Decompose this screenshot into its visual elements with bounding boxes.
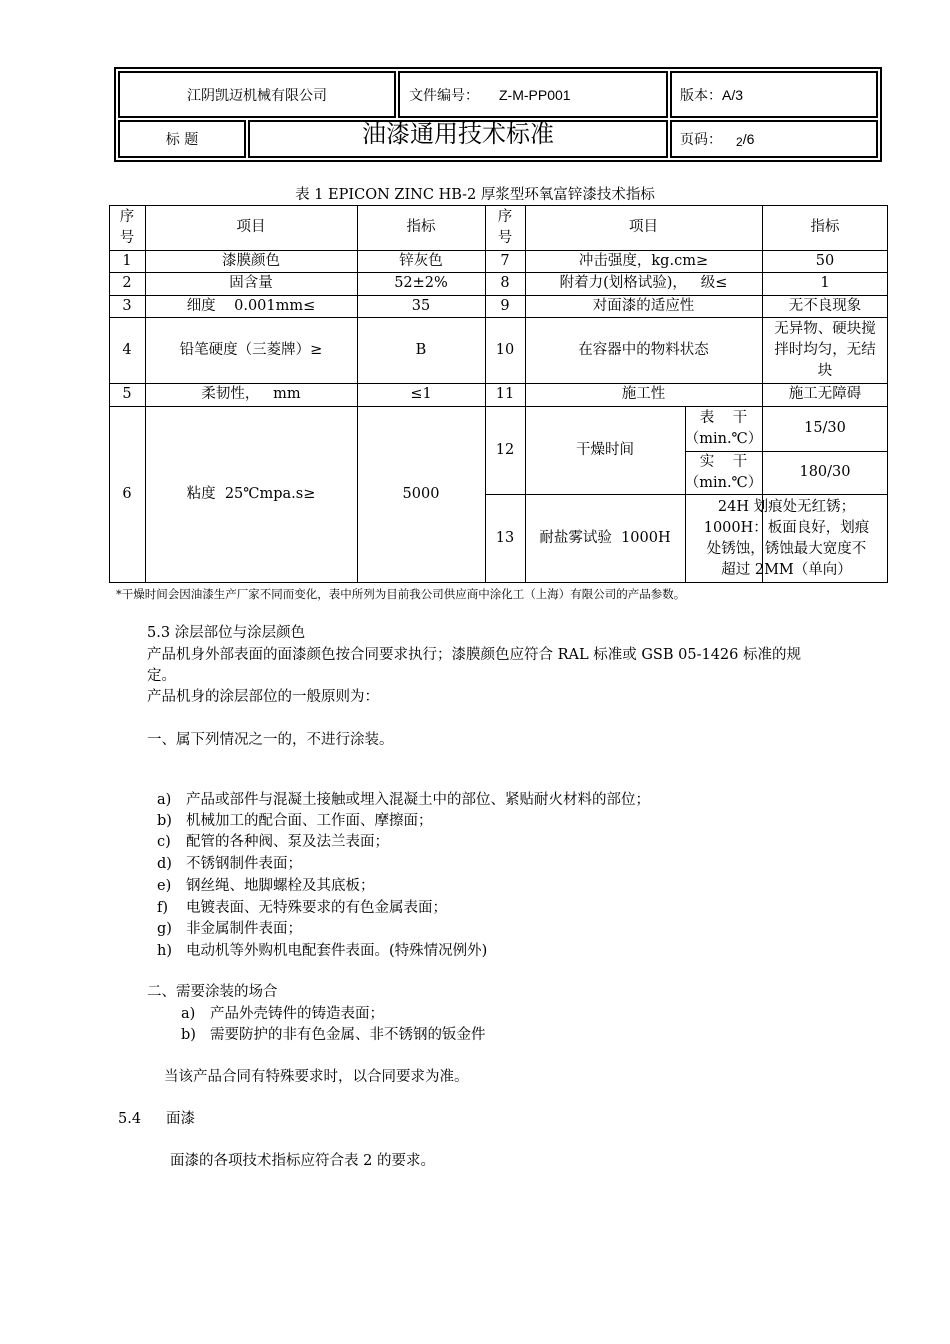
paragraph: 定。 bbox=[147, 668, 176, 684]
list-item-text: 非金属制件表面； bbox=[186, 921, 302, 937]
list-item: b) bbox=[157, 813, 172, 829]
company-name: 江阴凯迈机械有限公司 bbox=[187, 86, 327, 103]
table-cell: 2 bbox=[122, 275, 132, 291]
table1-caption: 表 1 EPICON ZINC HB-2 厚浆型环氧富锌漆技术指标 bbox=[295, 187, 655, 203]
page-total: /6 bbox=[742, 131, 755, 147]
section-5-4-text: 面漆的各项技术指标应符合表 2 的要求。 bbox=[170, 1153, 435, 1169]
table-cell: 1 bbox=[820, 275, 830, 291]
table-cell: 24H 划痕处无红锈； 1000H：板面良好，划痕 处锈蚀，锈蚀最大宽度不 超过 2MM（单向） bbox=[703, 498, 870, 578]
list-item: b) bbox=[181, 1027, 196, 1043]
table-cell: 施工性 bbox=[621, 386, 666, 402]
list-item-text: 不锈钢制件表面； bbox=[186, 856, 302, 872]
list-item-text: 电镀表面、无特殊要求的有色金属表面； bbox=[186, 900, 447, 916]
table-cell: 180/30 bbox=[799, 464, 851, 480]
doc-number-cell bbox=[398, 71, 668, 118]
table1-footnote: *干燥时间会因油漆生产厂家不同而变化，表中所列为目前我公司供应商中涂化工（上海）有限公司的产品参数。 bbox=[116, 587, 686, 601]
table-cell: 9 bbox=[500, 297, 510, 314]
document-title: 油漆通用技术标准 bbox=[362, 120, 554, 148]
doc-number: Z-M-PP001 bbox=[499, 86, 571, 103]
title-label-cell bbox=[118, 120, 246, 158]
part1-title: 一、属下列情况之一的，不进行涂装。 bbox=[147, 732, 394, 748]
table-cell: 冲击强度，kg.cm≥ bbox=[578, 252, 709, 269]
table-cell: 细度 0.001mm≤ bbox=[186, 297, 316, 314]
list-item-text: 产品外壳铸件的铸造表面； bbox=[210, 1006, 384, 1022]
doc-number-label: 文件编号： bbox=[409, 86, 479, 103]
table-cell: 固含量 bbox=[229, 275, 273, 291]
section-5-4-title: 面漆 bbox=[166, 1111, 195, 1127]
table-cell: 在容器中的物料状态 bbox=[578, 341, 709, 358]
title-label: 标 题 bbox=[165, 132, 199, 148]
th-no-right: 序 号 bbox=[497, 208, 513, 246]
company-name-cell bbox=[118, 71, 396, 118]
part2-title: 二、需要涂装的场合 bbox=[147, 984, 278, 1000]
table-cell: ≤1 bbox=[410, 386, 432, 402]
paragraph: 产品机身外部表面的面漆颜色按合同要求执行；漆膜颜色应符合 RAL 标准或 GSB 05-1426 标准的规 bbox=[147, 647, 801, 663]
list-item-text: 机械加工的配合面、工作面、摩擦面； bbox=[186, 813, 433, 829]
table-cell: 无不良现象 bbox=[788, 297, 862, 314]
table-cell: 1 bbox=[122, 252, 132, 269]
table-cell: 实 干 （min.℃） bbox=[684, 453, 763, 491]
section-5-4-number: 5.4 bbox=[118, 1111, 142, 1127]
list-item-text: 钢丝绳、地脚螺栓及其底板； bbox=[186, 878, 375, 894]
table-cell: 柔韧性， mm bbox=[201, 386, 301, 402]
table-cell: 11 bbox=[495, 386, 515, 402]
section-5-3-title: 5.3 涂层部位与涂层颜色 bbox=[147, 625, 306, 641]
table-cell: 表 干 （min.℃） bbox=[684, 409, 763, 447]
table-cell: 锌灰色 bbox=[399, 252, 443, 269]
page-label: 页码： bbox=[680, 131, 722, 147]
paragraph: 产品机身的涂层部位的一般原则为： bbox=[147, 689, 379, 705]
list-item: g) bbox=[157, 921, 172, 937]
table-cell: 13 bbox=[495, 530, 515, 546]
table-cell: 4 bbox=[122, 341, 132, 358]
list-item: c) bbox=[157, 834, 171, 850]
th-spec-right: 指标 bbox=[810, 219, 840, 235]
table-cell: 3 bbox=[122, 297, 132, 314]
list-item-text: 产品或部件与混凝土接触或埋入混凝土中的部位、紧贴耐火材料的部位； bbox=[186, 792, 650, 808]
table-cell: 8 bbox=[500, 275, 510, 291]
list-item: d) bbox=[157, 856, 172, 872]
list-item-text: 需要防护的非有色金属、非不锈钢的钣金件 bbox=[210, 1027, 486, 1043]
table-cell: 35 bbox=[411, 297, 431, 314]
table-cell: 铅笔硬度（三菱牌）≥ bbox=[179, 341, 323, 358]
table-cell: 漆膜颜色 bbox=[222, 252, 280, 269]
table-cell: 附着力(划格试验)， 级≤ bbox=[559, 275, 728, 291]
table-cell: 干燥时间 bbox=[576, 441, 634, 458]
table-cell: 15/30 bbox=[804, 420, 846, 436]
th-spec-left: 指标 bbox=[406, 219, 436, 235]
version-text: 版本：A/3 bbox=[680, 86, 744, 103]
list-item: h) bbox=[157, 943, 172, 959]
table-cell: 耐盐雾试验 1000H bbox=[539, 530, 671, 546]
list-item-text: 电动机等外购机电配套件表面。(特殊情况例外) bbox=[186, 943, 488, 959]
list-item-text: 配管的各种阀、泵及法兰表面； bbox=[186, 834, 389, 850]
th-item-left: 项目 bbox=[236, 219, 266, 235]
list-item: a) bbox=[157, 792, 172, 808]
version-cell bbox=[670, 71, 878, 118]
list-item: f) bbox=[157, 900, 169, 916]
table-cell: 施工无障碍 bbox=[788, 386, 862, 402]
table-cell: 5 bbox=[122, 386, 132, 402]
list-item: e) bbox=[157, 878, 172, 894]
th-item-right: 项目 bbox=[629, 219, 658, 235]
table-cell: 7 bbox=[500, 252, 510, 269]
table-cell: 对面漆的适应性 bbox=[592, 297, 695, 314]
contract-note: 当该产品合同有特殊要求时，以合同要求为准。 bbox=[164, 1069, 469, 1085]
table-cell: 12 bbox=[495, 441, 515, 458]
table-cell: 粘度 25℃mpa.s≥ bbox=[186, 486, 316, 502]
table-cell: B bbox=[415, 341, 427, 358]
table-cell: 10 bbox=[495, 341, 515, 358]
list-item: a) bbox=[181, 1006, 196, 1022]
page-number: 2 bbox=[736, 135, 743, 149]
table-cell: 5000 bbox=[402, 486, 440, 502]
table-cell: 52±2% bbox=[394, 275, 448, 291]
page-cell bbox=[670, 120, 878, 158]
table-cell: 50 bbox=[815, 252, 835, 269]
th-no-left: 序 号 bbox=[119, 208, 135, 246]
title-cell bbox=[248, 120, 668, 158]
table-cell: 6 bbox=[122, 486, 132, 502]
table-cell: 无异物、硬块搅 拌时均匀，无结 块 bbox=[774, 320, 876, 379]
